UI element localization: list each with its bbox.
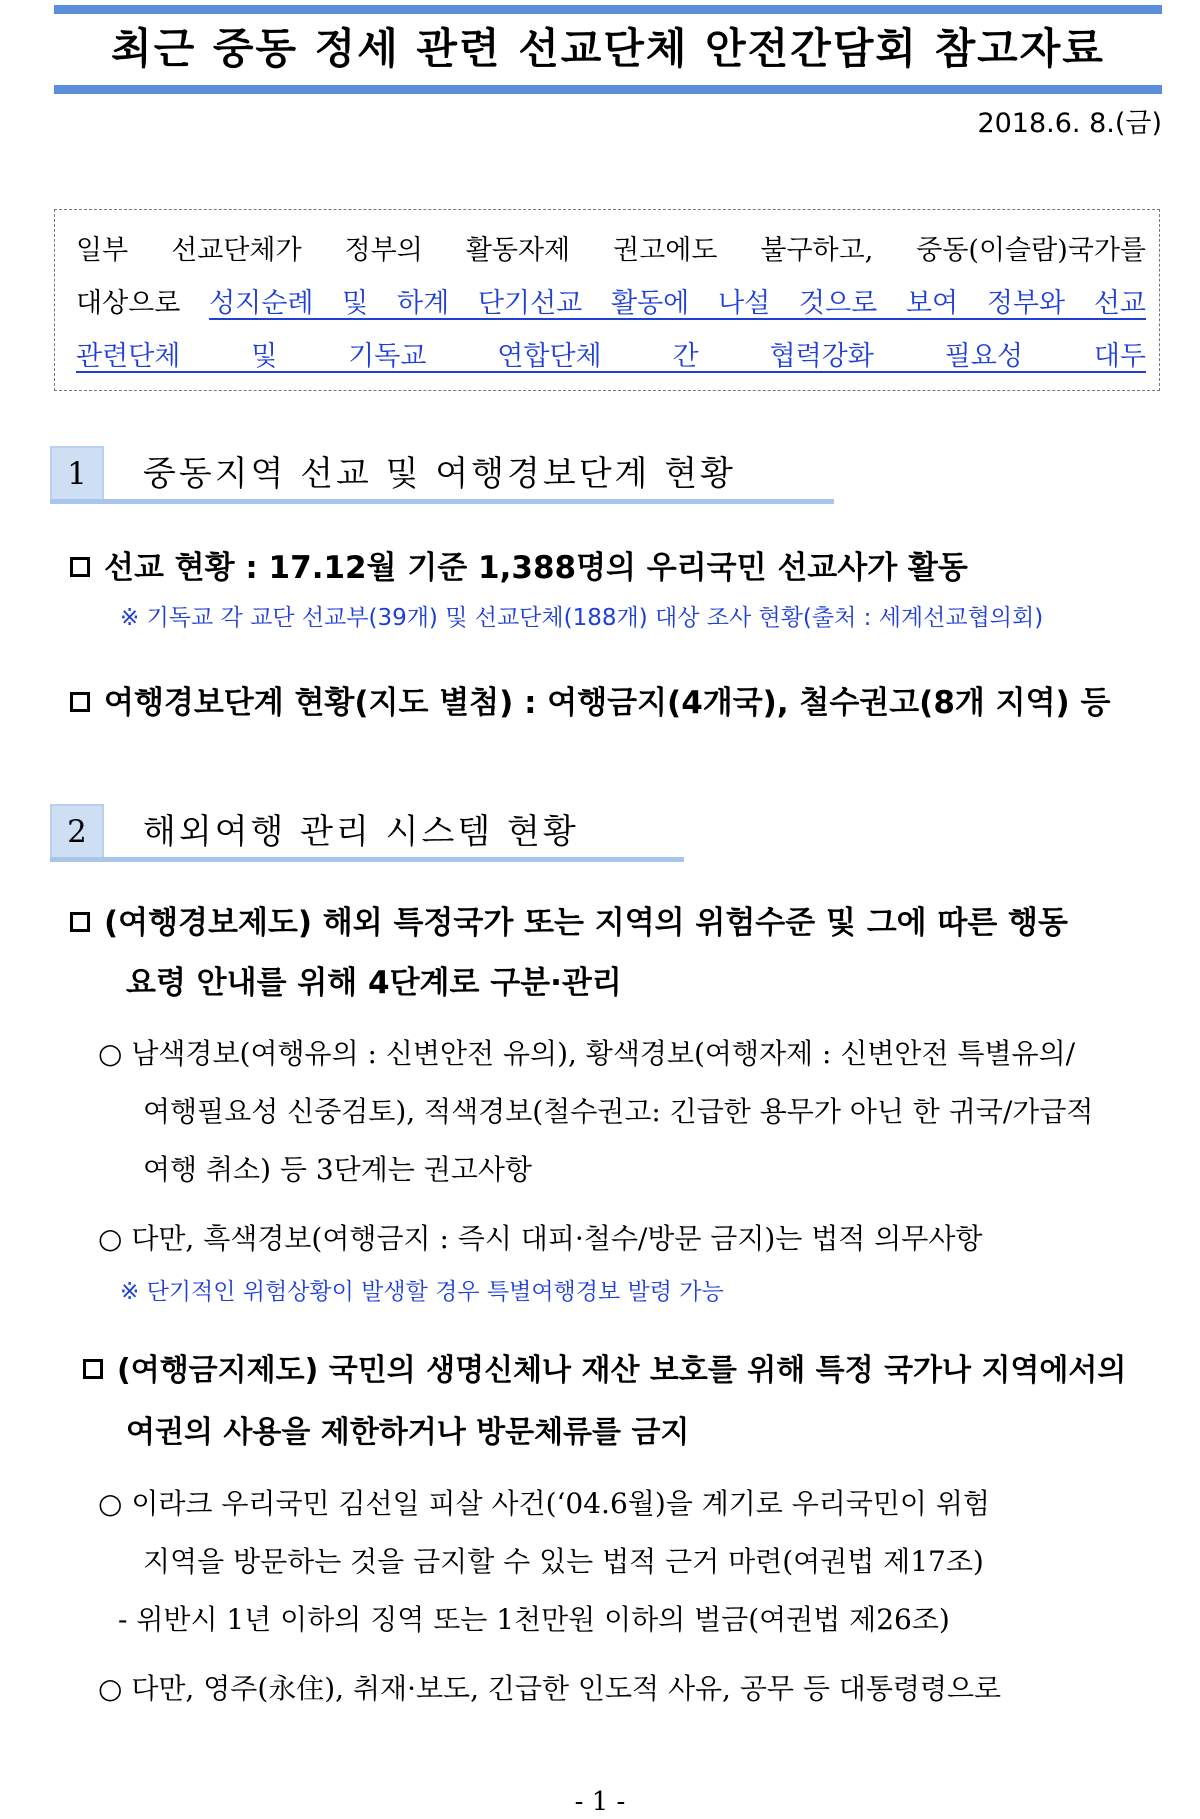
section-2-circle-3-line-1: ○ 이라크 우리국민 김선일 피살 사건(‘04.6월)을 계기로 우리국민이 위험 <box>98 1487 990 1520</box>
section-1-bullet-1 <box>70 545 968 591</box>
section-1-title: 중동지역 선교 및 여행경보단계 현황 <box>143 454 736 494</box>
section-1-bullet-1-text: 선교 현황 : 17.12월 기준 1,388명의 우리국민 선교사가 활동 <box>104 550 968 586</box>
section-2-dash-1: - 위반시 1년 이하의 징역 또는 1천만원 이하의 벌금(여권법 제26조) <box>118 1603 950 1636</box>
section-2-circle-2: ○ 다만, 흑색경보(여행금지 : 즉시 대피·철수/방문 금지)는 법적 의무사항 <box>98 1222 983 1255</box>
section-2-bullet-2-text: (여행금지제도) 국민의 생명신체나 재산 보호를 위해 특정 국가나 지역에서의 <box>117 1353 1127 1388</box>
section-2-bullet-2-line-2: 여권의 사용을 제한하거나 방문체류를 금지 <box>126 1415 690 1450</box>
section-2-bullet-1-line-1 <box>70 900 1068 946</box>
summary-line-3 <box>76 330 1146 383</box>
section-2-circle-1-line-1: ○ 남색경보(여행유의 : 신변안전 유의), 황색경보(여행자제 : 신변안전 특별유의/ <box>98 1037 1076 1070</box>
summary-line-3-highlight: 관련단체 및 기독교 연합단체 간 협력강화 필요성 대두 <box>76 341 1146 372</box>
section-2-note: ※ 단기적인 위험상황이 발생할 경우 특별여행경보 발령 가능 <box>120 1279 724 1305</box>
section-2-bullet-1-line-2: 요령 안내를 위해 4단계로 구분·관리 <box>126 965 622 1001</box>
section-2-bullet-1-text: (여행경보제도) 해외 특정국가 또는 지역의 위험수준 및 그에 따른 행동 <box>104 905 1068 941</box>
page-number: - 1 - <box>574 1787 626 1817</box>
title-rule-bottom <box>54 85 1162 94</box>
section-2-circle-1-line-3: 여행 취소) 등 3단계는 권고사항 <box>143 1153 532 1186</box>
summary-line-2 <box>76 277 1146 330</box>
section-2-circle-1-line-2: 여행필요성 신중검토), 적색경보(철수권고: 긴급한 용무가 아닌 한 귀국/가급적 <box>143 1095 1094 1128</box>
document-title: 최근 중동 정세 관련 선교단체 안전간담회 참고자료 <box>111 24 1105 73</box>
section-1-number: 1 <box>50 446 104 502</box>
section-2-circle-3-line-2: 지역을 방문하는 것을 금지할 수 있는 법적 근거 마련(여권법 제17조) <box>143 1545 984 1578</box>
section-1-bullet-2-text: 여행경보단계 현황(지도 별첨) : 여행금지(4개국), 철수권고(8개 지역) 등 <box>104 685 1111 721</box>
summary-line-2-highlight: 성지순례 및 하계 단기선교 활동에 나설 것으로 보여 정부와 선교 <box>209 288 1146 319</box>
section-1-note: ※ 기독교 각 교단 선교부(39개) 및 선교단체(188개) 대상 조사 현황(출처 : 세계선교협의회) <box>120 605 1044 631</box>
document-date: 2018.6. 8.(금) <box>977 108 1162 139</box>
checkbox-bullet-icon <box>70 557 90 577</box>
title-rule-top <box>54 5 1162 14</box>
checkbox-bullet-icon <box>83 1359 103 1379</box>
section-1-bullet-2 <box>70 680 1110 726</box>
section-2-bullet-2-line-1 <box>83 1348 1126 1394</box>
section-2-number: 2 <box>50 804 104 860</box>
summary-line-2-plain: 대상으로 <box>76 288 210 319</box>
checkbox-bullet-icon <box>70 912 90 932</box>
section-1-underline <box>50 499 834 504</box>
section-2-title: 해외여행 관리 시스템 현황 <box>143 812 579 852</box>
summary-text <box>76 224 1146 383</box>
section-2-circle-4: ○ 다만, 영주(永住), 취재·보도, 긴급한 인도적 사유, 공무 등 대통령령으로 <box>98 1672 1002 1705</box>
checkbox-bullet-icon <box>70 692 90 712</box>
section-2-underline <box>50 857 684 862</box>
summary-line-1: 일부 선교단체가 정부의 활동자제 권고에도 불구하고, 중동(이슬람)국가를 <box>76 235 1146 266</box>
